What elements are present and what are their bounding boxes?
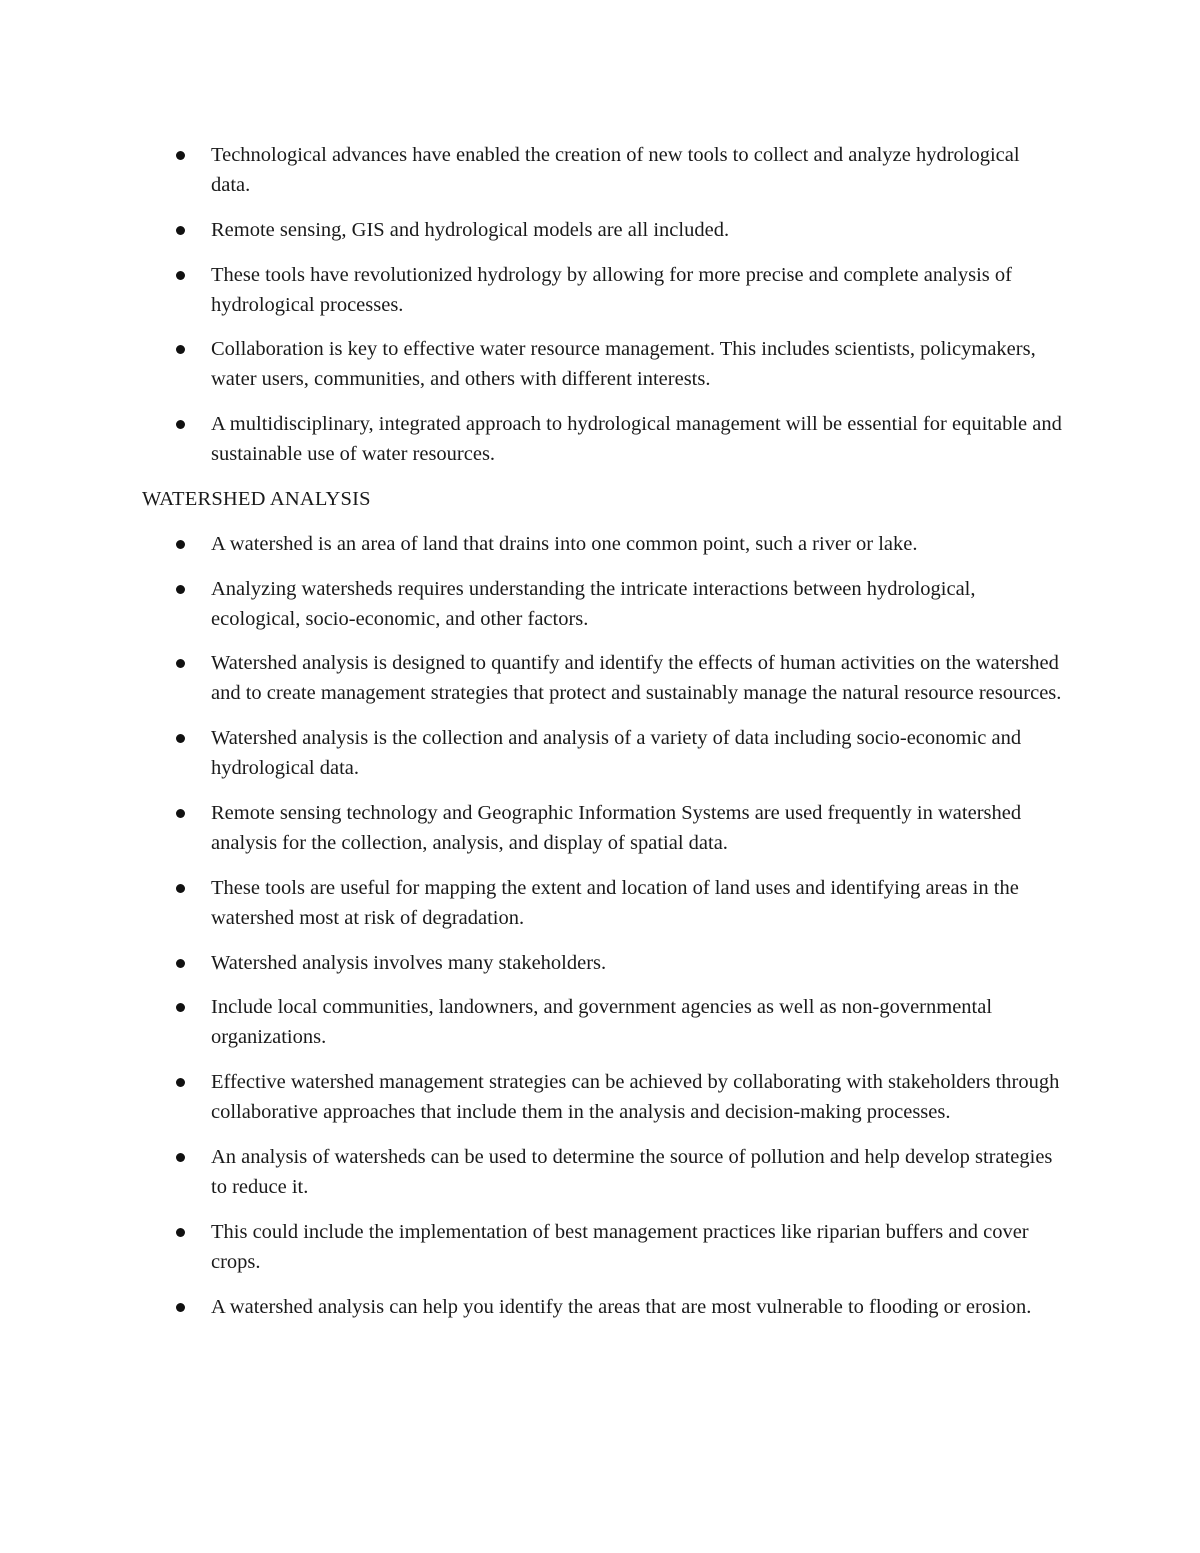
list-item-text: Effective watershed management strategies can be achieved by collaborating with stakeholders through collaborative approaches that include them in the analysis and decision-making processes. xyxy=(211,1071,1060,1124)
list-item xyxy=(142,1292,1062,1322)
list-item xyxy=(142,1217,1062,1277)
list-item-text: A multidisciplinary, integrated approach to hydrological management will be essential for equitable and sustainable use of water resources. xyxy=(211,413,1062,466)
list-item xyxy=(142,648,1062,708)
list-item-text: Watershed analysis is the collection and analysis of a variety of data including socio-economic and hydrological data. xyxy=(211,727,1022,780)
list-item xyxy=(142,798,1062,858)
list-item xyxy=(142,574,1062,634)
list-item xyxy=(142,215,1062,245)
list-item xyxy=(142,529,1062,559)
bullet-icon xyxy=(176,420,185,429)
bullet-icon xyxy=(176,1003,185,1012)
list-item xyxy=(142,723,1062,783)
list-item-text: A watershed is an area of land that drains into one common point, such a river or lake. xyxy=(211,532,918,555)
bullet-icon xyxy=(176,271,185,280)
list-item-text: These tools are useful for mapping the extent and location of land uses and identifying areas in the watershed most at risk of degradation. xyxy=(211,876,1019,929)
list-item-text: Analyzing watersheds requires understanding the intricate interactions between hydrological, ecological, socio-economic, and other factors. xyxy=(211,577,976,630)
bullet-icon xyxy=(176,1153,185,1162)
list-item-text: An analysis of watersheds can be used to determine the source of pollution and help develop strategies to reduce it. xyxy=(211,1145,1053,1198)
list-item-text: Watershed analysis involves many stakeholders. xyxy=(211,951,607,974)
bullet-list-intro xyxy=(142,140,1062,469)
bullet-icon xyxy=(176,345,185,354)
list-item-text: This could include the implementation of best management practices like riparian buffers and cover crops. xyxy=(211,1220,1029,1273)
list-item xyxy=(142,948,1062,978)
list-item-text: Remote sensing technology and Geographic Information Systems are used frequently in watershed analysis for the collection, analysis, and display of spatial data. xyxy=(211,801,1022,854)
bullet-icon xyxy=(176,809,185,818)
list-item-text: Watershed analysis is designed to quantify and identify the effects of human activities on the watershed and to create management strategies that protect and sustainably manage the natural resource resources. xyxy=(211,652,1062,705)
bullet-icon xyxy=(176,659,185,668)
bullet-icon xyxy=(176,959,185,968)
list-item xyxy=(142,873,1062,933)
list-item xyxy=(142,992,1062,1052)
list-item xyxy=(142,1142,1062,1202)
document-body xyxy=(142,140,1062,1336)
list-item-text: These tools have revolutionized hydrology by allowing for more precise and complete analysis of hydrological processes. xyxy=(211,263,1012,316)
list-item xyxy=(142,140,1062,200)
bullet-icon xyxy=(176,1078,185,1087)
list-item xyxy=(142,334,1062,394)
bullet-list-watershed xyxy=(142,529,1062,1322)
list-item-text: A watershed analysis can help you identify the areas that are most vulnerable to flooding or erosion. xyxy=(211,1295,1032,1318)
bullet-icon xyxy=(176,734,185,743)
bullet-icon xyxy=(176,884,185,893)
list-item-text: Remote sensing, GIS and hydrological models are all included. xyxy=(211,218,730,241)
list-item xyxy=(142,1067,1062,1127)
section-heading: WATERSHED ANALYSIS xyxy=(142,487,371,510)
bullet-icon xyxy=(176,540,185,549)
list-item-text: Technological advances have enabled the creation of new tools to collect and analyze hydrological data. xyxy=(211,144,1020,196)
bullet-icon xyxy=(176,1228,185,1237)
bullet-icon xyxy=(176,151,185,160)
list-item xyxy=(142,409,1062,469)
list-item-text: Include local communities, landowners, and government agencies as well as non-governmental organizations. xyxy=(211,996,993,1049)
bullet-icon xyxy=(176,226,185,235)
list-item xyxy=(142,260,1062,320)
list-item-text: Collaboration is key to effective water resource management. This includes scientists, policymakers, water users, communities, and others with different interests. xyxy=(211,338,1036,391)
bullet-icon xyxy=(176,585,185,594)
bullet-icon xyxy=(176,1303,185,1312)
